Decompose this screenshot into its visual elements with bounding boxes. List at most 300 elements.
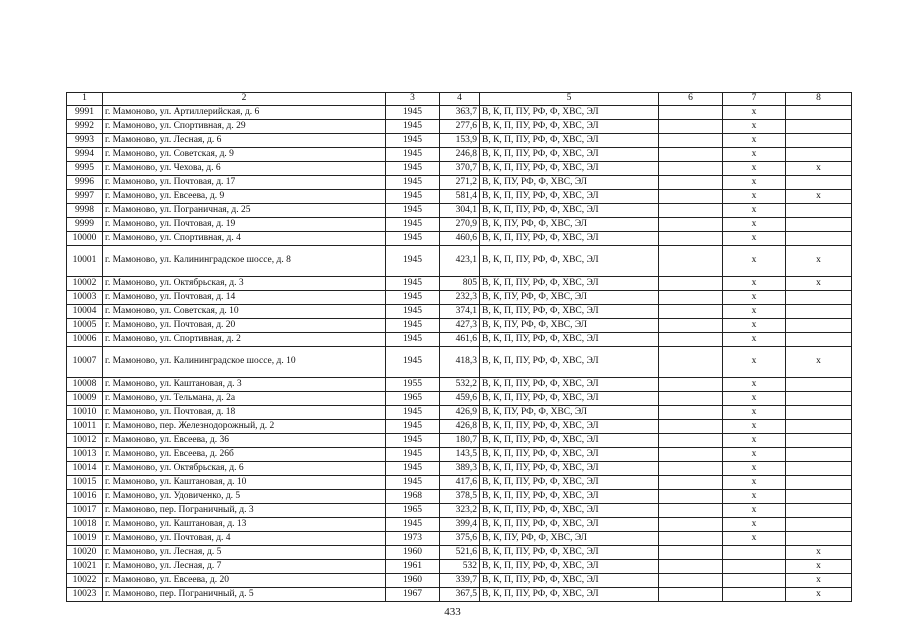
year-cell: 1945 [386,277,440,291]
row-number: 10017 [67,504,103,518]
year-cell: 1945 [386,518,440,532]
year-cell: 1945 [386,434,440,448]
col8-mark [786,305,852,319]
utilities-cell: В, К, П, ПУ, РФ, Ф, ХВС, ЭЛ [480,504,659,518]
col7-mark: x [723,319,786,333]
col8-mark [786,204,852,218]
area-cell: 459,6 [440,392,480,406]
address-cell: г. Мамоново, ул. Чехова, д. 6 [103,162,386,176]
address-cell: г. Мамоново, ул. Почтовая, д. 14 [103,291,386,305]
area-cell: 304,1 [440,204,480,218]
col7-mark: x [723,434,786,448]
area-cell: 270,9 [440,218,480,232]
col6-cell [659,190,723,204]
address-cell: г. Мамоново, ул. Каштановая, д. 10 [103,476,386,490]
row-number: 9999 [67,218,103,232]
col7-mark: x [723,134,786,148]
col8-mark [786,120,852,134]
table-row [67,246,852,277]
area-cell: 399,4 [440,518,480,532]
col7-mark: x [723,420,786,434]
area-cell: 805 [440,277,480,291]
col8-mark [786,392,852,406]
address-cell: г. Мамоново, ул. Удовиченко, д. 5 [103,490,386,504]
col6-cell [659,448,723,462]
table-row [67,190,852,204]
address-cell: г. Мамоново, ул. Евсеева, д. 9 [103,190,386,204]
col6-cell [659,120,723,134]
table-row [67,232,852,246]
utilities-cell: В, К, П, ПУ, РФ, Ф, ХВС, ЭЛ [480,574,659,588]
address-cell: г. Мамоново, ул. Евсеева, д. 26б [103,448,386,462]
utilities-cell: В, К, П, ПУ, РФ, Ф, ХВС, ЭЛ [480,392,659,406]
utilities-cell: В, К, ПУ, РФ, Ф, ХВС, ЭЛ [480,176,659,190]
col6-cell [659,476,723,490]
col8-mark [786,134,852,148]
row-number: 10005 [67,319,103,333]
col8-mark [786,333,852,347]
utilities-cell: В, К, П, ПУ, РФ, Ф, ХВС, ЭЛ [480,246,659,277]
row-number: 10021 [67,560,103,574]
row-number: 10018 [67,518,103,532]
address-cell: г. Мамоново, ул. Октябрьская, д. 6 [103,462,386,476]
row-number: 10002 [67,277,103,291]
area-cell: 418,3 [440,347,480,378]
utilities-cell: В, К, ПУ, РФ, Ф, ХВС, ЭЛ [480,291,659,305]
address-cell: г. Мамоново, ул. Спортивная, д. 29 [103,120,386,134]
year-cell: 1945 [386,333,440,347]
col8-mark [786,420,852,434]
year-cell: 1945 [386,120,440,134]
col6-cell [659,588,723,602]
col6-cell [659,305,723,319]
header-cell-7: 7 [723,93,786,106]
col6-cell [659,204,723,218]
row-number: 10016 [67,490,103,504]
year-cell: 1945 [386,462,440,476]
address-cell: г. Мамоново, ул. Евсеева, д. 20 [103,574,386,588]
address-cell: г. Мамоново, ул. Лесная, д. 6 [103,134,386,148]
col7-mark: x [723,176,786,190]
col6-cell [659,532,723,546]
row-number: 9997 [67,190,103,204]
year-cell: 1945 [386,176,440,190]
col6-cell [659,291,723,305]
table-row [67,134,852,148]
year-cell: 1945 [386,319,440,333]
table-row [67,319,852,333]
col7-mark [723,588,786,602]
col8-mark: x [786,190,852,204]
area-cell: 180,7 [440,434,480,448]
col7-mark: x [723,392,786,406]
col7-mark [723,546,786,560]
area-cell: 426,8 [440,420,480,434]
table-row [67,546,852,560]
col8-mark: x [786,347,852,378]
row-number: 10010 [67,406,103,420]
col8-mark [786,176,852,190]
address-cell: г. Мамоново, ул. Лесная, д. 7 [103,560,386,574]
header-cell-3: 3 [386,93,440,106]
area-cell: 460,6 [440,232,480,246]
col7-mark: x [723,218,786,232]
col7-mark: x [723,120,786,134]
table-row [67,333,852,347]
address-cell: г. Мамоново, ул. Спортивная, д. 4 [103,232,386,246]
utilities-cell: В, К, ПУ, РФ, Ф, ХВС, ЭЛ [480,532,659,546]
area-cell: 532,2 [440,378,480,392]
col8-mark [786,448,852,462]
row-number: 10003 [67,291,103,305]
row-number: 10020 [67,546,103,560]
col7-mark: x [723,246,786,277]
address-cell: г. Мамоново, ул. Евсеева, д. 36 [103,434,386,448]
col6-cell [659,504,723,518]
header-cell-4: 4 [440,93,480,106]
page-number: 433 [444,606,461,618]
col8-mark [786,291,852,305]
row-number: 9991 [67,106,103,120]
table-row [67,204,852,218]
table-row [67,120,852,134]
col6-cell [659,574,723,588]
header-cell-5: 5 [480,93,659,106]
table-row [67,378,852,392]
row-number: 9998 [67,204,103,218]
area-cell: 521,6 [440,546,480,560]
address-cell: г. Мамоново, ул. Калининградское шоссе, д. 10 [103,347,386,378]
col6-cell [659,333,723,347]
col7-mark: x [723,378,786,392]
area-cell: 461,6 [440,333,480,347]
address-cell: г. Мамоново, ул. Почтовая, д. 17 [103,176,386,190]
row-number: 10009 [67,392,103,406]
year-cell: 1968 [386,490,440,504]
year-cell: 1960 [386,546,440,560]
header-row [67,93,852,106]
year-cell: 1960 [386,574,440,588]
col8-mark [786,378,852,392]
col6-cell [659,392,723,406]
table-row [67,277,852,291]
table-row [67,176,852,190]
col8-mark [786,106,852,120]
col7-mark: x [723,305,786,319]
col8-mark [786,148,852,162]
col7-mark [723,560,786,574]
table-row [67,162,852,176]
utilities-cell: В, К, ПУ, РФ, Ф, ХВС, ЭЛ [480,218,659,232]
col7-mark: x [723,476,786,490]
utilities-cell: В, К, П, ПУ, РФ, Ф, ХВС, ЭЛ [480,378,659,392]
area-cell: 143,5 [440,448,480,462]
row-number: 9993 [67,134,103,148]
address-cell: г. Мамоново, ул. Каштановая, д. 13 [103,518,386,532]
col7-mark: x [723,518,786,532]
col6-cell [659,420,723,434]
year-cell: 1945 [386,218,440,232]
table-row [67,148,852,162]
address-cell: г. Мамоново, пер. Пограничный, д. 5 [103,588,386,602]
col8-mark: x [786,588,852,602]
utilities-cell: В, К, П, ПУ, РФ, Ф, ХВС, ЭЛ [480,420,659,434]
utilities-cell: В, К, П, ПУ, РФ, Ф, ХВС, ЭЛ [480,232,659,246]
table-row [67,392,852,406]
table-row [67,490,852,504]
col7-mark [723,574,786,588]
table-row [67,434,852,448]
area-cell: 370,7 [440,162,480,176]
header-cell-1: 1 [67,93,103,106]
table-row [67,588,852,602]
col8-mark [786,462,852,476]
col7-mark: x [723,504,786,518]
utilities-cell: В, К, П, ПУ, РФ, Ф, ХВС, ЭЛ [480,305,659,319]
row-number: 9992 [67,120,103,134]
year-cell: 1945 [386,448,440,462]
address-cell: г. Мамоново, ул. Тельмана, д. 2а [103,392,386,406]
row-number: 9996 [67,176,103,190]
col6-cell [659,347,723,378]
utilities-cell: В, К, П, ПУ, РФ, Ф, ХВС, ЭЛ [480,476,659,490]
area-cell: 363,7 [440,106,480,120]
data-table [66,92,852,602]
year-cell: 1961 [386,560,440,574]
col7-mark: x [723,190,786,204]
col7-mark: x [723,291,786,305]
address-cell: г. Мамоново, ул. Каштановая, д. 3 [103,378,386,392]
row-number: 10006 [67,333,103,347]
table-row [67,106,852,120]
table-row [67,347,852,378]
utilities-cell: В, К, П, ПУ, РФ, Ф, ХВС, ЭЛ [480,204,659,218]
year-cell: 1973 [386,532,440,546]
table-row [67,448,852,462]
address-cell: г. Мамоново, ул. Артиллерийская, д. 6 [103,106,386,120]
address-cell: г. Мамоново, ул. Калининградское шоссе, д. 8 [103,246,386,277]
utilities-cell: В, К, П, ПУ, РФ, Ф, ХВС, ЭЛ [480,588,659,602]
utilities-cell: В, К, П, ПУ, РФ, Ф, ХВС, ЭЛ [480,277,659,291]
col7-mark: x [723,490,786,504]
table-row [67,462,852,476]
col7-mark: x [723,532,786,546]
address-cell: г. Мамоново, ул. Почтовая, д. 19 [103,218,386,232]
table-row [67,518,852,532]
area-cell: 389,3 [440,462,480,476]
area-cell: 339,7 [440,574,480,588]
year-cell: 1945 [386,148,440,162]
address-cell: г. Мамоново, ул. Советская, д. 9 [103,148,386,162]
col7-mark: x [723,406,786,420]
col6-cell [659,232,723,246]
address-cell: г. Мамоново, ул. Октябрьская, д. 3 [103,277,386,291]
table-row [67,291,852,305]
col6-cell [659,434,723,448]
utilities-cell: В, К, П, ПУ, РФ, Ф, ХВС, ЭЛ [480,134,659,148]
utilities-cell: В, К, П, ПУ, РФ, Ф, ХВС, ЭЛ [480,106,659,120]
col6-cell [659,319,723,333]
table-row [67,218,852,232]
row-number: 10011 [67,420,103,434]
col8-mark: x [786,277,852,291]
year-cell: 1945 [386,204,440,218]
col7-mark: x [723,448,786,462]
utilities-cell: В, К, П, ПУ, РФ, Ф, ХВС, ЭЛ [480,434,659,448]
utilities-cell: В, К, ПУ, РФ, Ф, ХВС, ЭЛ [480,319,659,333]
col8-mark [786,490,852,504]
col6-cell [659,546,723,560]
year-cell: 1945 [386,305,440,319]
area-cell: 581,4 [440,190,480,204]
table-row [67,574,852,588]
address-cell: г. Мамоново, ул. Спортивная, д. 2 [103,333,386,347]
col6-cell [659,406,723,420]
table-row [67,305,852,319]
col6-cell [659,134,723,148]
year-cell: 1955 [386,378,440,392]
col7-mark: x [723,347,786,378]
year-cell: 1965 [386,392,440,406]
area-cell: 532 [440,560,480,574]
area-cell: 374,1 [440,305,480,319]
table-row [67,560,852,574]
year-cell: 1945 [386,106,440,120]
area-cell: 323,2 [440,504,480,518]
utilities-cell: В, К, П, ПУ, РФ, Ф, ХВС, ЭЛ [480,448,659,462]
utilities-cell: В, К, П, ПУ, РФ, Ф, ХВС, ЭЛ [480,347,659,378]
row-number: 10022 [67,574,103,588]
row-number: 10014 [67,462,103,476]
col6-cell [659,148,723,162]
col8-mark: x [786,246,852,277]
area-cell: 423,1 [440,246,480,277]
year-cell: 1945 [386,162,440,176]
utilities-cell: В, К, П, ПУ, РФ, Ф, ХВС, ЭЛ [480,148,659,162]
col7-mark: x [723,162,786,176]
address-cell: г. Мамоново, ул. Лесная, д. 5 [103,546,386,560]
area-cell: 277,6 [440,120,480,134]
col8-mark [786,434,852,448]
utilities-cell: В, К, П, ПУ, РФ, Ф, ХВС, ЭЛ [480,546,659,560]
row-number: 10019 [67,532,103,546]
col8-mark: x [786,574,852,588]
year-cell: 1945 [386,476,440,490]
year-cell: 1945 [386,190,440,204]
utilities-cell: В, К, П, ПУ, РФ, Ф, ХВС, ЭЛ [480,190,659,204]
year-cell: 1945 [386,134,440,148]
area-cell: 232,3 [440,291,480,305]
year-cell: 1945 [386,420,440,434]
address-cell: г. Мамоново, ул. Почтовая, д. 4 [103,532,386,546]
row-number: 10012 [67,434,103,448]
address-cell: г. Мамоново, ул. Почтовая, д. 20 [103,319,386,333]
col8-mark [786,518,852,532]
row-number: 9995 [67,162,103,176]
address-cell: г. Мамоново, пер. Пограничный, д. 3 [103,504,386,518]
row-number: 10023 [67,588,103,602]
col7-mark: x [723,333,786,347]
col8-mark [786,406,852,420]
row-number: 10004 [67,305,103,319]
year-cell: 1945 [386,232,440,246]
year-cell: 1945 [386,246,440,277]
area-cell: 417,6 [440,476,480,490]
area-cell: 378,5 [440,490,480,504]
table-row [67,504,852,518]
row-number: 10000 [67,232,103,246]
year-cell: 1945 [386,291,440,305]
col6-cell [659,246,723,277]
area-cell: 427,3 [440,319,480,333]
row-number: 9994 [67,148,103,162]
row-number: 10015 [67,476,103,490]
col8-mark: x [786,162,852,176]
row-number: 10013 [67,448,103,462]
row-number: 10001 [67,246,103,277]
col8-mark [786,476,852,490]
address-cell: г. Мамоново, ул. Почтовая, д. 18 [103,406,386,420]
utilities-cell: В, К, П, ПУ, РФ, Ф, ХВС, ЭЛ [480,462,659,476]
table-row [67,532,852,546]
col8-mark: x [786,546,852,560]
col8-mark [786,532,852,546]
col6-cell [659,518,723,532]
utilities-cell: В, К, П, ПУ, РФ, Ф, ХВС, ЭЛ [480,333,659,347]
col6-cell [659,378,723,392]
table-row [67,406,852,420]
utilities-cell: В, К, П, ПУ, РФ, Ф, ХВС, ЭЛ [480,162,659,176]
col8-mark: x [786,560,852,574]
col6-cell [659,462,723,476]
year-cell: 1965 [386,504,440,518]
col8-mark [786,504,852,518]
area-cell: 271,2 [440,176,480,190]
year-cell: 1945 [386,406,440,420]
utilities-cell: В, К, П, ПУ, РФ, Ф, ХВС, ЭЛ [480,518,659,532]
area-cell: 426,9 [440,406,480,420]
col6-cell [659,277,723,291]
col7-mark: x [723,204,786,218]
area-cell: 367,5 [440,588,480,602]
col8-mark [786,218,852,232]
area-cell: 375,6 [440,532,480,546]
utilities-cell: В, К, П, ПУ, РФ, Ф, ХВС, ЭЛ [480,120,659,134]
col6-cell [659,560,723,574]
col6-cell [659,490,723,504]
header-cell-6: 6 [659,93,723,106]
col7-mark: x [723,462,786,476]
address-cell: г. Мамоново, ул. Советская, д. 10 [103,305,386,319]
col7-mark: x [723,106,786,120]
col6-cell [659,106,723,120]
address-cell: г. Мамоново, ул. Пограничная, д. 25 [103,204,386,218]
col6-cell [659,176,723,190]
col7-mark: x [723,277,786,291]
col7-mark: x [723,148,786,162]
year-cell: 1945 [386,347,440,378]
address-cell: г. Мамоново, пер. Железнодорожный, д. 2 [103,420,386,434]
header-cell-8: 8 [786,93,852,106]
row-number: 10007 [67,347,103,378]
table-row [67,420,852,434]
utilities-cell: В, К, П, ПУ, РФ, Ф, ХВС, ЭЛ [480,490,659,504]
col8-mark [786,232,852,246]
col6-cell [659,162,723,176]
year-cell: 1967 [386,588,440,602]
area-cell: 153,9 [440,134,480,148]
utilities-cell: В, К, П, ПУ, РФ, Ф, ХВС, ЭЛ [480,560,659,574]
